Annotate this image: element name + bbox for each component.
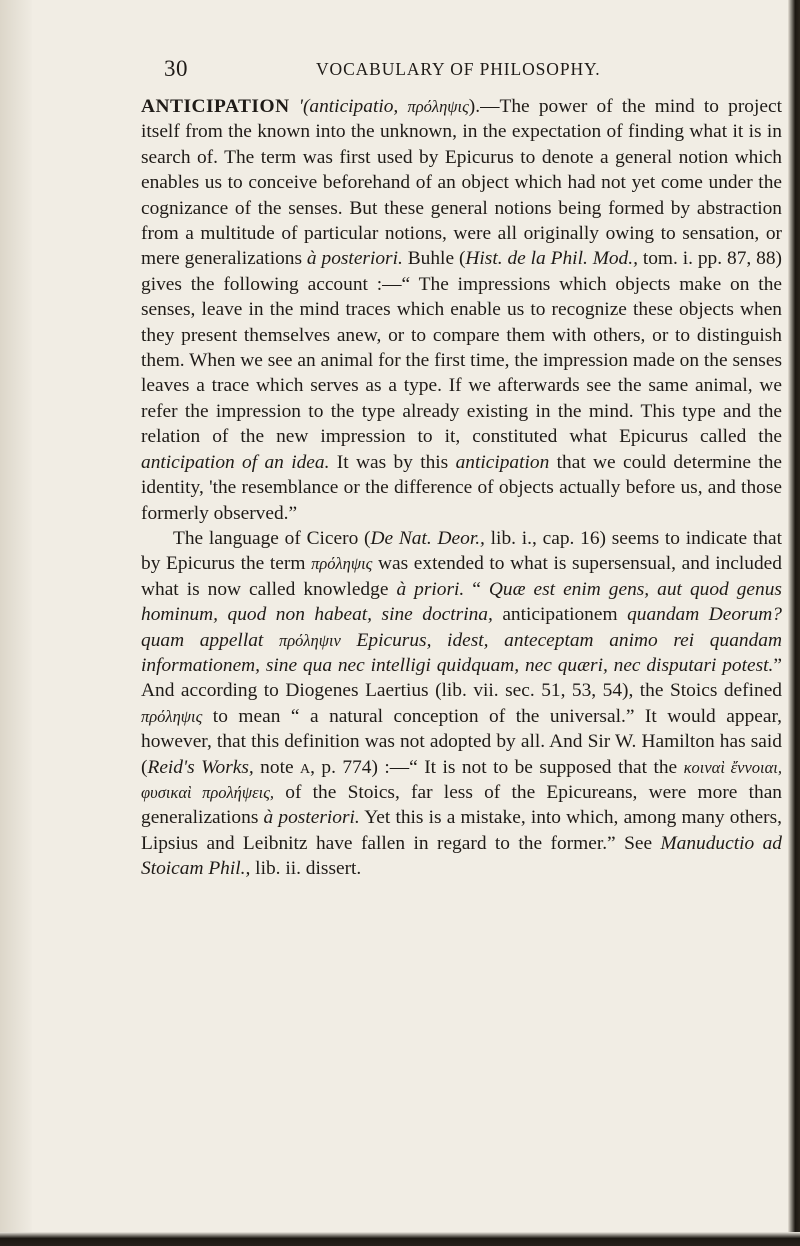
latin-quotation: Epicurus, idest, anteceptam animo rei quandam informationem, sine qua nec intelligi quidquam, nec quæri, nec disputari potest. (141, 629, 782, 676)
dictionary-entry (141, 94, 782, 882)
paragraph-text: , p. 774) :—“ It is not to be supposed that the (310, 756, 684, 778)
entry-paragraph-1 (141, 94, 782, 526)
latin-term: '(anticipatio, (298, 96, 399, 117)
latin-quotation: Quæ est enim gens, aut quod genus hominum, quod non habeat, sine doctrina, (141, 578, 782, 626)
definition-text: tom. i. pp. 87, 88) gives the following account :—“ The impressions which objects make on the senses, leave in the mind traces which enable us to recognize these objects when they present themselves anew, or to compare them with others, or to distinguish them. When we see an animal for the first time, the impression made on the senses leaves a trace which serves as a type. If we afterwards see the same animal, we refer the impression to the type already existing in the mind. This type and the relation of the new impression to it, constituted what Epicurus called the (141, 248, 782, 448)
entry-paragraph-2 (141, 526, 782, 882)
definition-text: that we could determine the identity, 'the resemblance or the difference of objects actually before us, and those formerly observed.” (141, 451, 782, 524)
anticipation-of-idea-term: anticipation of an idea. (141, 451, 330, 473)
greek-term: πρόληψις (311, 554, 373, 574)
greek-term: πρόληψις (407, 97, 469, 116)
greek-term: πρόληψις (141, 706, 203, 726)
a-posteriori-term: à posteriori. (263, 807, 360, 829)
paragraph-text: lib. ii. dissert. (250, 858, 362, 880)
paragraph-text: “ (464, 578, 489, 600)
paragraph-text: was extended to what is supersensual, and included what is now called knowledge (141, 553, 782, 600)
definition-text: Buhle ( (402, 248, 466, 270)
definition-text: It was by this (329, 451, 456, 473)
paragraph-text: Yet this is a mistake, into which, among many others, Lipsius and Leibnitz have fallen in regard to the former.” See (141, 807, 782, 854)
page-gutter-shadow (0, 0, 32, 1246)
paragraph-text: note (253, 756, 301, 778)
a-priori-term: à priori. (396, 578, 465, 600)
running-head (0, 56, 800, 84)
paragraph-text: lib. i., cap. 16) seems to indicate that by Epicurus the term (141, 527, 782, 575)
manuductio-reference: Manuductio ad Stoicam Phil., (141, 832, 782, 880)
cicero-reference: De Nat. Deor., (370, 527, 485, 549)
page-edge-shadow (788, 0, 800, 1246)
paragraph-text: of the Stoics, far less of the Epicureans, were more than generalizations (141, 781, 782, 829)
reid-reference: Reid's Works, (147, 756, 254, 778)
page-bottom-shadow (0, 1232, 800, 1246)
paragraph-text: anticipationem (492, 604, 628, 626)
headword: ANTICIPATION (141, 96, 290, 117)
page-number: 30 (164, 56, 188, 81)
greek-term: πρόληψιν (278, 630, 341, 650)
greek-term: κοιναὶ ἔννοιαι, φυσικαὶ προλήψεις, (141, 757, 782, 802)
latin-quotation: quandam Deorum? quam appellat (141, 604, 782, 651)
paragraph-text: to mean “ a natural conception of the universal.” It would appear, however, that this definition was not adopted by all. And Sir W. Hamilton has said ( (141, 705, 782, 778)
a-posteriori-term: à posteriori. (306, 248, 403, 270)
anticipation-term: anticipation (455, 451, 550, 473)
buhle-reference: Hist. de la Phil. Mod., (465, 248, 638, 270)
note-letter: a (300, 756, 311, 778)
paragraph-text: ” And according to Diogenes Laertius (lib. vii. sec. 51, 53, 54), the Stoics defined (141, 654, 782, 702)
definition-text: ).—The power of the mind to project itself from the known into the unknown, in the expectation of finding what it is in search of. The term was first used by Epicurus to denote a general notion which enables us to conceive beforehand of an object which had not yet come under the cognizance of the senses. But these general notions being formed by abstraction from a multitude of particular notions, were all originally owing to sensation, or mere generalizations (141, 96, 782, 270)
running-title: VOCABULARY OF PHILOSOPHY. (316, 59, 601, 79)
paragraph-text: The language of Cicero ( (173, 527, 371, 549)
